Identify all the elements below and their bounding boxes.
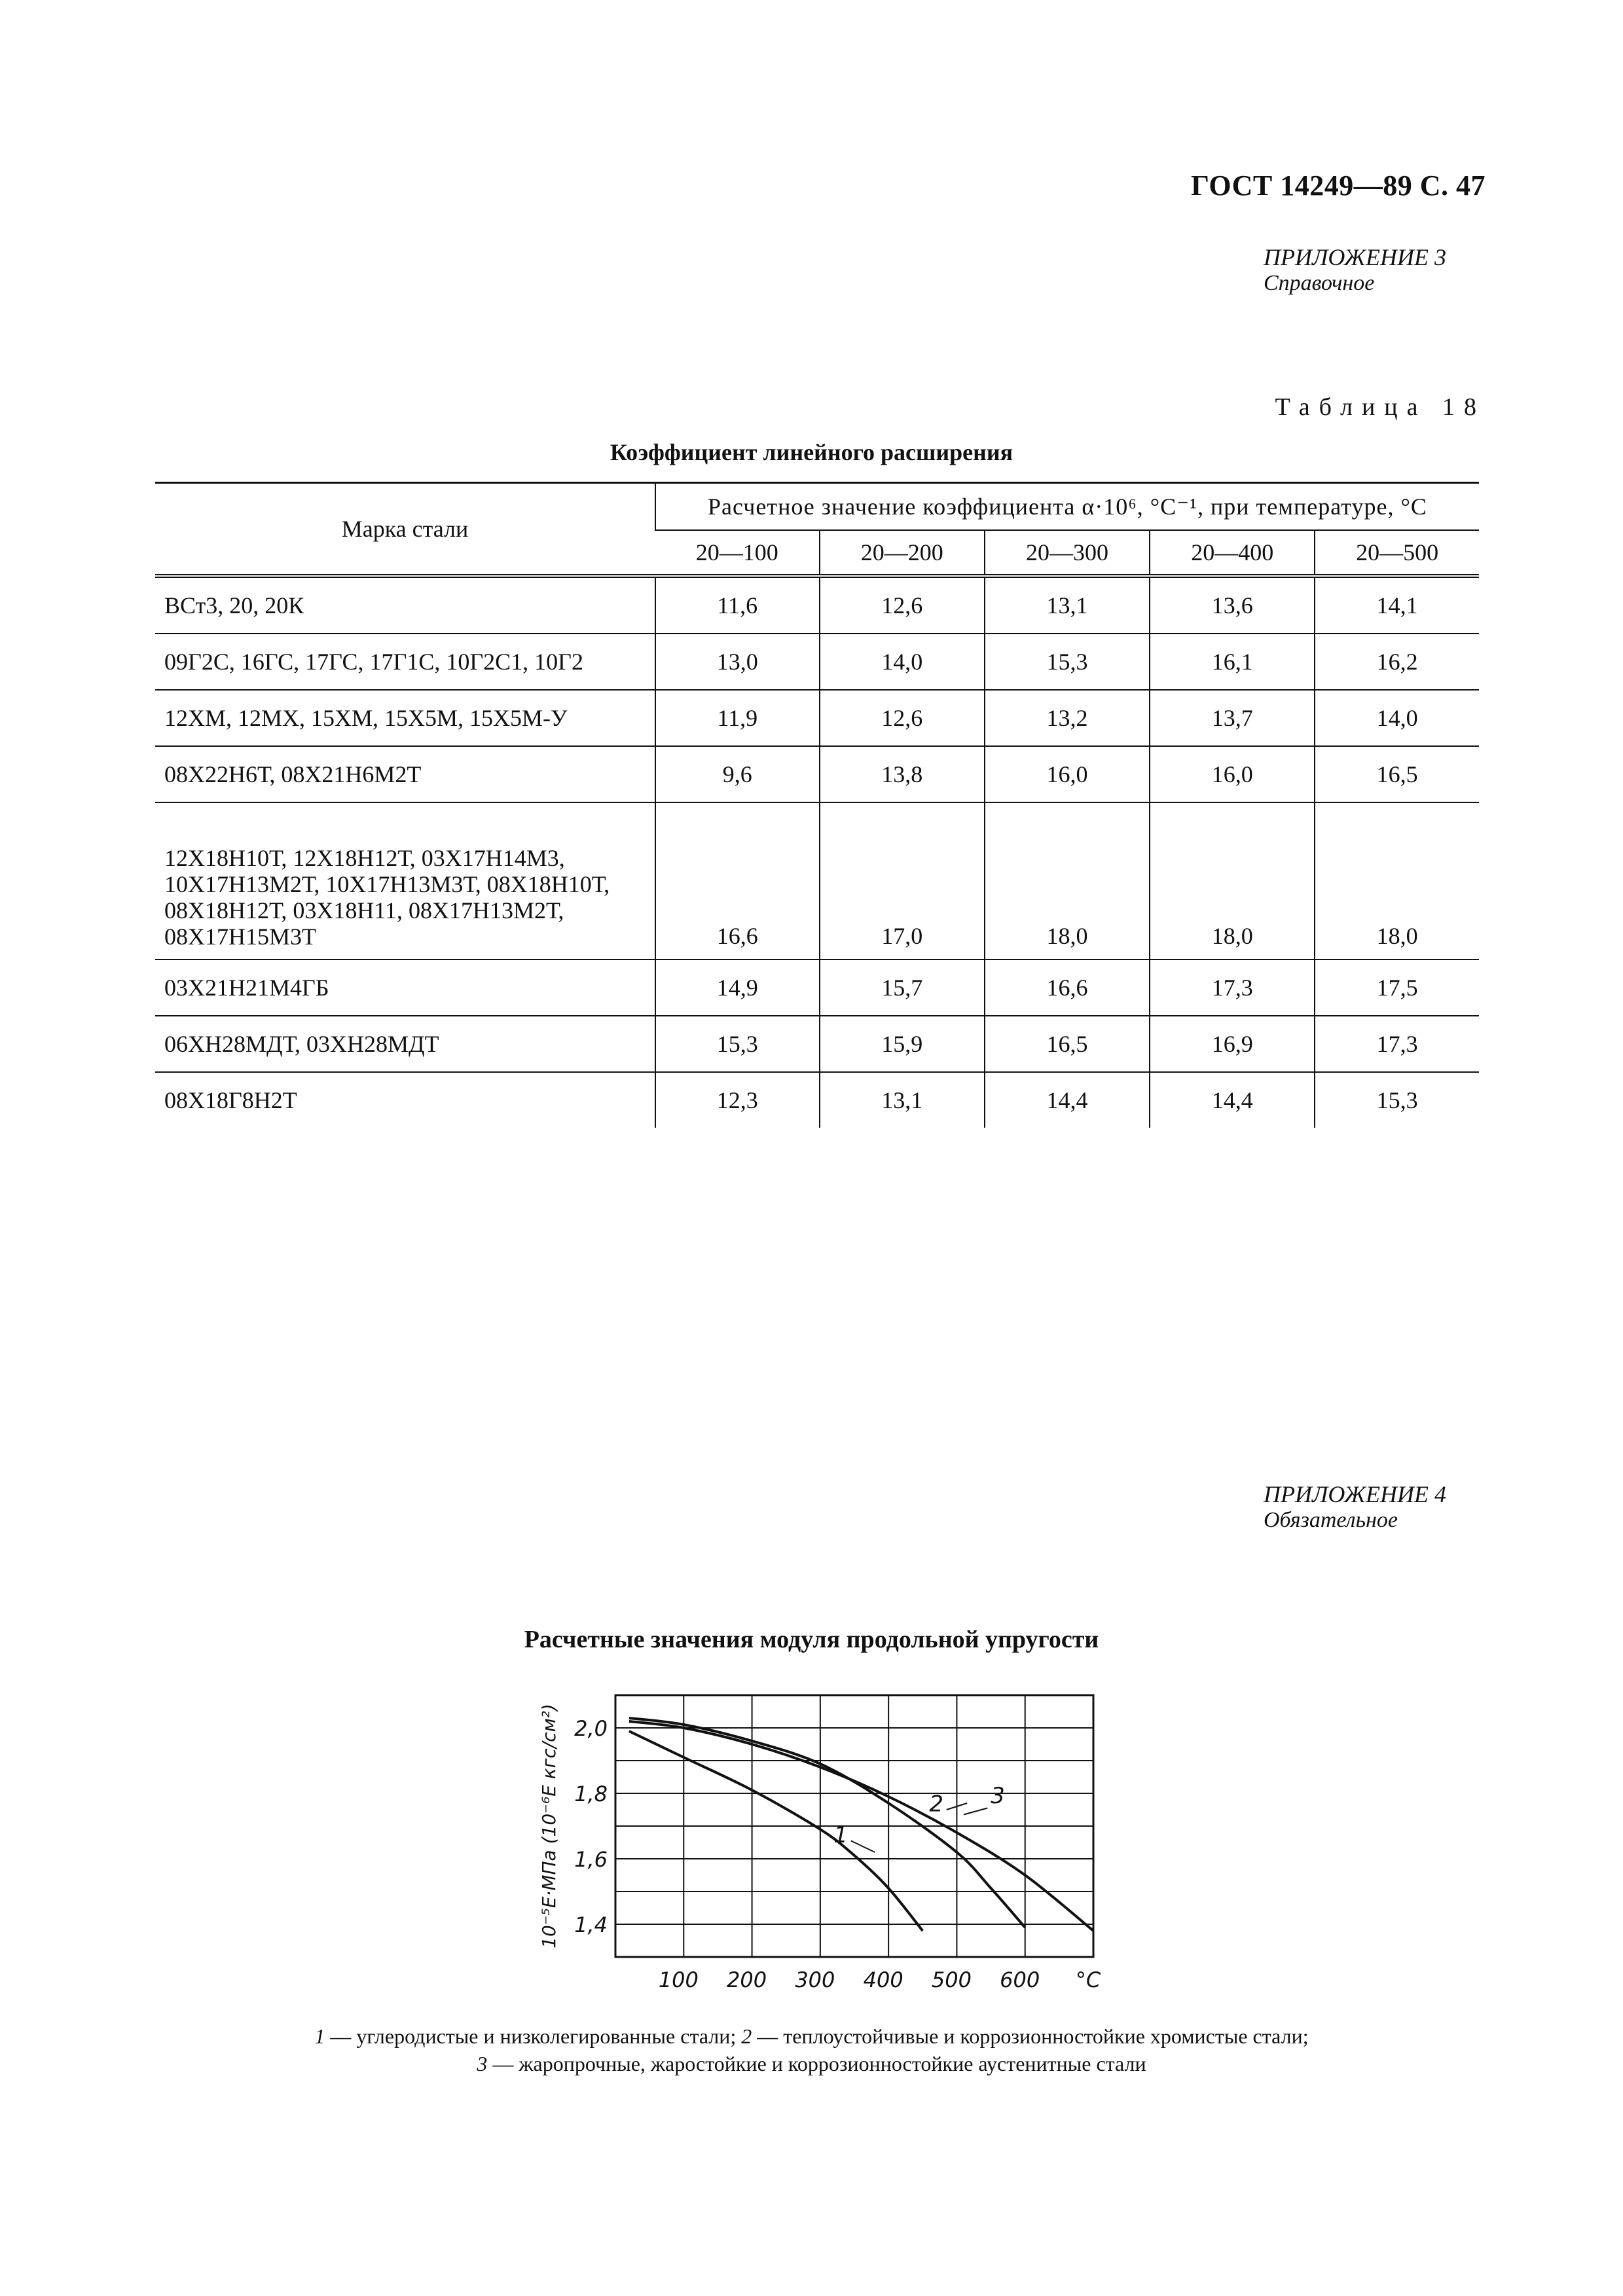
legend-number-3: 3	[477, 2052, 488, 2075]
page-header: ГОСТ 14249—89 С. 47	[1190, 170, 1486, 202]
y-axis-label: 10⁻⁵E·МПа (10⁻⁶E кгс/см²)	[538, 1704, 560, 1948]
coefficient-cell: 14,1	[1315, 576, 1479, 634]
table-row	[155, 1072, 1479, 1128]
table-row	[155, 802, 1479, 960]
legend-number-2: 2	[741, 2024, 752, 2048]
coefficient-cell: 17,3	[1315, 1016, 1479, 1072]
coefficient-cell: 16,9	[1150, 1016, 1315, 1072]
series-label-leader	[851, 1841, 875, 1853]
x-tick-label: 400	[863, 1967, 903, 1992]
appendix-4-heading	[1264, 1480, 1446, 1533]
elasticity-modulus-chart	[524, 1682, 1139, 2009]
temp-range-header: 20—200	[820, 530, 985, 576]
legend-number-1: 1	[314, 2024, 325, 2048]
coefficient-cell: 16,1	[1150, 634, 1315, 690]
y-tick-label: 1,6	[574, 1847, 608, 1872]
steel-grade-cell: 03Х21Н21М4ГБ	[155, 960, 655, 1016]
coefficient-cell: 16,6	[655, 802, 820, 960]
temp-range-header: 20—100	[655, 530, 820, 576]
coefficient-cell: 18,0	[1315, 802, 1479, 960]
x-tick-label: 200	[727, 1967, 767, 1992]
table-number: Таблица 18	[1275, 393, 1486, 421]
coefficient-cell: 16,6	[985, 960, 1150, 1016]
coefficient-cell: 15,3	[985, 634, 1150, 690]
coefficient-cell: 13,0	[655, 634, 820, 690]
coefficient-cell: 18,0	[1150, 802, 1315, 960]
x-tick-label: 300	[795, 1967, 835, 1992]
appendix-4-subtitle: Обязательное	[1264, 1508, 1398, 1532]
coefficient-cell: 14,4	[1150, 1072, 1315, 1128]
series-label-2: 2	[929, 1791, 943, 1818]
coefficient-column-header: Расчетное значение коэффициента α·10⁶, °C⁻¹, при температуре, °С	[655, 483, 1479, 531]
table-row	[155, 746, 1479, 802]
steel-grade-cell: 08Х18Г8Н2Т	[155, 1072, 655, 1128]
steel-grade-cell: 09Г2С, 16ГС, 17ГС, 17Г1С, 10Г2С1, 10Г2	[155, 634, 655, 690]
x-tick-label: 100	[658, 1967, 699, 1992]
expansion-coefficient-table	[155, 482, 1479, 1128]
coefficient-cell: 12,6	[820, 576, 985, 634]
coefficient-cell: 16,0	[985, 746, 1150, 802]
coefficient-cell: 11,9	[655, 690, 820, 746]
appendix-3-title: ПРИЛОЖЕНИЕ 3	[1264, 244, 1446, 270]
series-label-3: 3	[991, 1783, 1005, 1809]
table-title: Коэффициент линейного расширения	[610, 439, 1013, 465]
appendix-4-title: ПРИЛОЖЕНИЕ 4	[1264, 1481, 1446, 1507]
table-row	[155, 960, 1479, 1016]
temp-range-header: 20—300	[985, 530, 1150, 576]
series-line-2	[629, 1718, 1025, 1928]
table-row	[155, 576, 1479, 634]
appendix-3-heading	[1264, 243, 1446, 296]
coefficient-cell: 13,6	[1150, 576, 1315, 634]
coefficient-cell: 16,5	[985, 1016, 1150, 1072]
legend-text-2: — теплоустойчивые и коррозионностойкие хромистые стали;	[752, 2024, 1309, 2048]
coefficient-cell: 9,6	[655, 746, 820, 802]
series-label-1: 1	[833, 1822, 848, 1848]
coefficient-cell: 16,5	[1315, 746, 1479, 802]
x-tick-label: °С	[1075, 1967, 1101, 1992]
steel-grade-cell: 06ХН28МДТ, 03ХН28МДТ	[155, 1016, 655, 1072]
coefficient-cell: 13,1	[985, 576, 1150, 634]
coefficient-cell: 15,9	[820, 1016, 985, 1072]
x-tick-label: 500	[931, 1967, 972, 1992]
temp-range-header: 20—500	[1315, 530, 1479, 576]
coefficient-cell: 12,3	[655, 1072, 820, 1128]
legend-text-1: — углеродистые и низколегированные стали;	[325, 2024, 742, 2048]
coefficient-cell: 14,4	[985, 1072, 1150, 1128]
coefficient-cell: 13,8	[820, 746, 985, 802]
coefficient-cell: 18,0	[985, 802, 1150, 960]
coefficient-cell: 15,7	[820, 960, 985, 1016]
coefficient-cell: 16,0	[1150, 746, 1315, 802]
x-tick-label: 600	[1000, 1967, 1040, 1992]
coefficient-cell: 14,0	[820, 634, 985, 690]
coefficient-cell: 13,1	[820, 1072, 985, 1128]
chart-legend	[196, 2022, 1427, 2077]
coefficient-cell: 15,3	[655, 1016, 820, 1072]
steel-grade-cell: 12ХМ, 12МХ, 15ХМ, 15Х5М, 15Х5М-У	[155, 690, 655, 746]
legend-text-3: — жаропрочные, жаростойкие и коррозионностойкие аустенитные стали	[487, 2052, 1146, 2075]
temp-range-header: 20—400	[1150, 530, 1315, 576]
coefficient-cell: 11,6	[655, 576, 820, 634]
coefficient-cell: 17,0	[820, 802, 985, 960]
coefficient-cell: 13,7	[1150, 690, 1315, 746]
coefficient-cell: 14,0	[1315, 690, 1479, 746]
coefficient-cell: 14,9	[655, 960, 820, 1016]
coefficient-cell: 16,2	[1315, 634, 1479, 690]
grade-column-header: Марка стали	[155, 483, 655, 577]
chart-title: Расчетные значения модуля продольной упругости	[524, 1626, 1099, 1653]
steel-grade-cell: 08Х22Н6Т, 08Х21Н6М2Т	[155, 746, 655, 802]
coefficient-cell: 13,2	[985, 690, 1150, 746]
table-row	[155, 1016, 1479, 1072]
series-label-leader	[964, 1808, 988, 1815]
y-tick-label: 2,0	[574, 1716, 608, 1741]
table-row	[155, 634, 1479, 690]
steel-grade-cell: ВСт3, 20, 20К	[164, 592, 304, 619]
appendix-3-subtitle: Справочное	[1264, 271, 1375, 295]
steel-grade-cell: 12Х18Н10Т, 12Х18Н12Т, 03Х17Н14М3, 10Х17Н13М2Т, 10Х17Н13М3Т, 08Х18Н10Т, 08Х18Н12Т, 03Х18Н11, 08Х17Н13М2Т, 08Х17Н15М3Т	[155, 802, 655, 960]
y-tick-label: 1,8	[574, 1782, 608, 1806]
coefficient-cell: 15,3	[1315, 1072, 1479, 1128]
coefficient-cell: 17,3	[1150, 960, 1315, 1016]
coefficient-cell: 17,5	[1315, 960, 1479, 1016]
coefficient-cell: 12,6	[820, 690, 985, 746]
y-tick-label: 1,4	[574, 1912, 608, 1937]
table-row	[155, 690, 1479, 746]
